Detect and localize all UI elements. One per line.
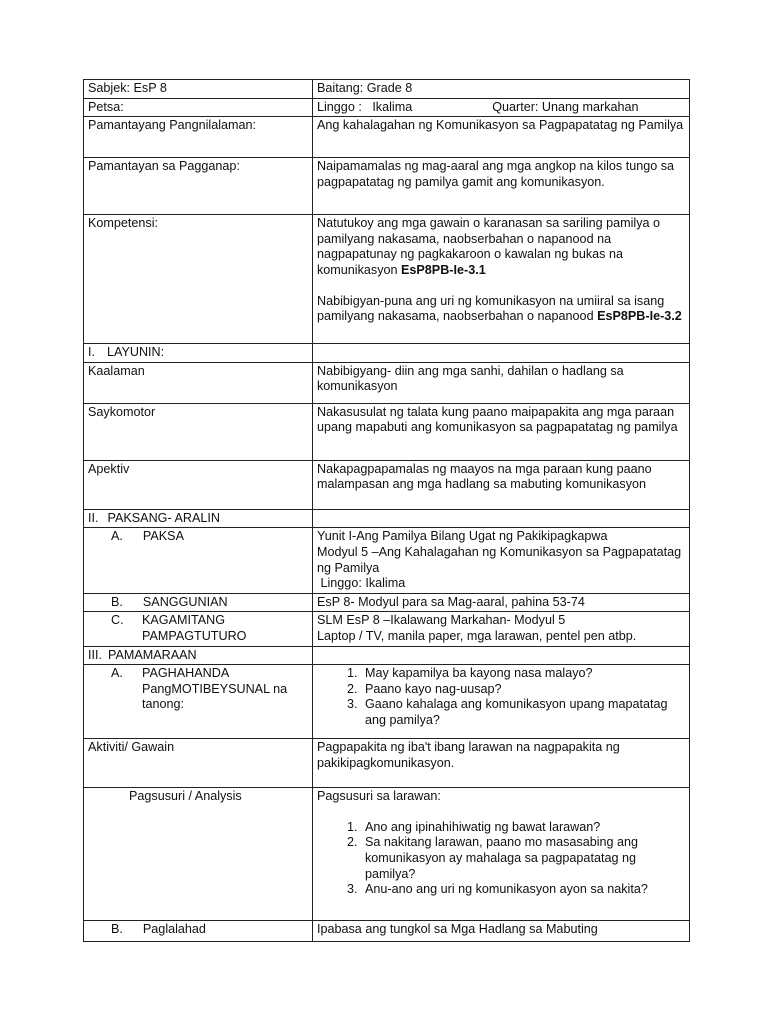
table-row — [84, 98, 690, 117]
knowledge-text: Nabibigyang- diin ang mga sanhi, dahilan o hadlang sa komunikasyon — [317, 363, 624, 394]
week-quarter-cell — [313, 98, 690, 117]
table-row — [84, 403, 690, 460]
objectives-heading-num: I. — [88, 345, 95, 360]
content-standard-label: Pamantayang Pangnilalaman: — [84, 117, 313, 158]
topic-line-2: Modyul 5 –Ang Kahalagahan ng Komunikasyon sa Pagpapatatag ng Pamilya — [317, 544, 682, 575]
reference-letter: B. — [111, 594, 123, 609]
analysis-cell — [313, 788, 690, 921]
affective-label: Apektiv — [84, 460, 313, 509]
topic-label: PAKSA — [142, 529, 184, 544]
list-item: 2. Paano kayo nag-uusap? — [361, 682, 685, 698]
table-row — [84, 612, 690, 646]
knowledge-label: Kaalaman — [84, 362, 313, 403]
activity-text: Pagpapakita ng iba't ibang larawan na nagpapakita ng pakikipagkomunikasyon. — [317, 740, 620, 770]
procedure-heading-text: PAMAMARAAN — [108, 647, 197, 662]
competency-1-code: EsP8PB-Ie-3.1 — [401, 262, 486, 277]
affective-text: Nakapagpapamalas ng maayos na mga paraan kung paano malampasan ang mga hadlang sa mabuting komunikasyon — [317, 461, 652, 492]
competency-2-code: EsP8PB-Ie-3.2 — [597, 309, 682, 324]
procedure-heading-num: III. — [88, 647, 102, 662]
topic-label-cell — [84, 528, 313, 593]
reference-label: SANGGUNIAN — [142, 594, 228, 609]
table-row — [84, 739, 690, 788]
reference-label-cell — [84, 593, 313, 612]
table-row — [84, 646, 690, 665]
table-row — [84, 158, 690, 215]
presentation-cell: Ipabasa ang tungkol sa Mga Hadlang sa Mabuting — [313, 921, 690, 942]
grade-cell: Baitang: Grade 8 — [313, 80, 690, 99]
materials-label: KAGAMITANG PAMPAGTUTURO — [142, 613, 247, 643]
list-item: 3. Anu-ano ang uri ng komunikasyon ayon sa nakita? — [361, 882, 685, 898]
list-item: 3. Gaano kahalaga ang komunikasyon upang mapatatag ang pamilya? — [361, 697, 685, 728]
reference-cell: EsP 8- Modyul para sa Mag-aaral, pahina 53-74 — [313, 593, 690, 612]
materials-label-cell — [84, 612, 313, 646]
competency-1-text: Natutukoy ang mga gawain o karanasan sa sariling pamilya o pamilyang nakasama, naobserbahan o napanood na nagpapatunay ng pagkakaroon o kawalan ng bukas na komunikasyon — [317, 216, 661, 277]
psychomotor-text: Nakasusulat ng talata kung paano maipapakita ang mga paraan upang mapabuti ang komunikasyon sa pagpapatatag ng pamilya — [317, 404, 678, 435]
presentation-label: Paglalahad — [142, 922, 206, 937]
table-row — [84, 665, 690, 739]
table-row — [84, 460, 690, 509]
competency-1 — [317, 216, 685, 278]
subject-cell: Sabjek: EsP 8 — [84, 80, 313, 99]
activity-label: Aktiviti/ Gawain — [84, 739, 313, 788]
empty-cell — [313, 344, 690, 363]
analysis-label: Pagsusuri / Analysis — [84, 788, 313, 921]
table-row — [84, 593, 690, 612]
prep-label-cell — [84, 665, 313, 739]
topic-line-1: Yunit I-Ang Pamilya Bilang Ugat ng Pakikipagkapwa — [317, 529, 608, 544]
prep-questions-cell — [313, 665, 690, 739]
materials-cell — [313, 612, 690, 646]
table-row — [84, 362, 690, 403]
prep-questions-list — [317, 666, 685, 728]
content-standard-text: Ang kahalagahan ng Komunikasyon sa Pagpapatatag ng Pamilya — [317, 118, 684, 133]
prep-letter: A. — [111, 666, 123, 681]
table-row — [84, 215, 690, 344]
objectives-heading — [84, 344, 313, 363]
prep-label: PAGHAHANDA PangMOTIBEYSUNAL na tanong: — [142, 666, 288, 712]
table-row — [84, 921, 690, 942]
competency-label: Kompetensi: — [84, 215, 313, 344]
empty-cell — [313, 646, 690, 665]
topic-letter: A. — [111, 529, 123, 544]
subject-matter-heading-num: II. — [88, 510, 99, 525]
empty-cell — [313, 509, 690, 528]
performance-standard-text: Naipamamalas ng mag-aaral ang mga angkop na kilos tungo sa pagpapatatag ng pamilya gamit ang komunikasyon. — [317, 159, 675, 189]
table-row — [84, 80, 690, 99]
affective-cell — [313, 460, 690, 509]
table-row — [84, 117, 690, 158]
analysis-questions-list — [317, 820, 685, 898]
date-cell: Petsa: — [84, 98, 313, 117]
activity-cell — [313, 739, 690, 788]
topic-line-3: Linggo: Ikalima — [317, 576, 406, 591]
psychomotor-cell — [313, 403, 690, 460]
competency-2 — [317, 294, 685, 325]
competency-2-text: Nabibigyan-puna ang uri ng komunikasyon na umiiral sa isang pamilyang nakasama, naobserbahan o napanood — [317, 293, 665, 324]
subject-matter-heading — [84, 509, 313, 528]
presentation-label-cell — [84, 921, 313, 942]
topic-cell — [313, 528, 690, 593]
performance-standard-cell — [313, 158, 690, 215]
table-row — [84, 788, 690, 921]
quarter-text: Quarter: Unang markahan — [492, 99, 639, 114]
subject-matter-heading-text: PAKSANG- ARALIN — [107, 510, 220, 525]
materials-line-2: Laptop / TV, manila paper, mga larawan, pentel pen atbp. — [317, 628, 637, 643]
list-item: 2. Sa nakitang larawan, paano mo masasabing ang komunikasyon ay mahalaga sa pagpapatatag ng pamilya? — [361, 835, 685, 882]
week-text: Linggo : Ikalima — [317, 99, 413, 114]
procedure-heading — [84, 646, 313, 665]
knowledge-cell — [313, 362, 690, 403]
psychomotor-label: Saykomotor — [84, 403, 313, 460]
table-row — [84, 528, 690, 593]
lesson-plan-table — [83, 79, 690, 942]
analysis-intro: Pagsusuri sa larawan: — [317, 789, 441, 804]
table-row — [84, 509, 690, 528]
competency-cell — [313, 215, 690, 344]
presentation-letter: B. — [111, 922, 123, 937]
table-row — [84, 344, 690, 363]
content-standard-cell — [313, 117, 690, 158]
list-item: 1. May kapamilya ba kayong nasa malayo? — [361, 666, 685, 682]
objectives-heading-text: LAYUNIN: — [107, 345, 165, 360]
list-item: 1. Ano ang ipinahihiwatig ng bawat larawan? — [361, 820, 685, 836]
materials-letter: C. — [111, 613, 124, 628]
materials-line-1: SLM EsP 8 –Ikalawang Markahan- Modyul 5 — [317, 613, 566, 628]
performance-standard-label: Pamantayan sa Pagganap: — [84, 158, 313, 215]
